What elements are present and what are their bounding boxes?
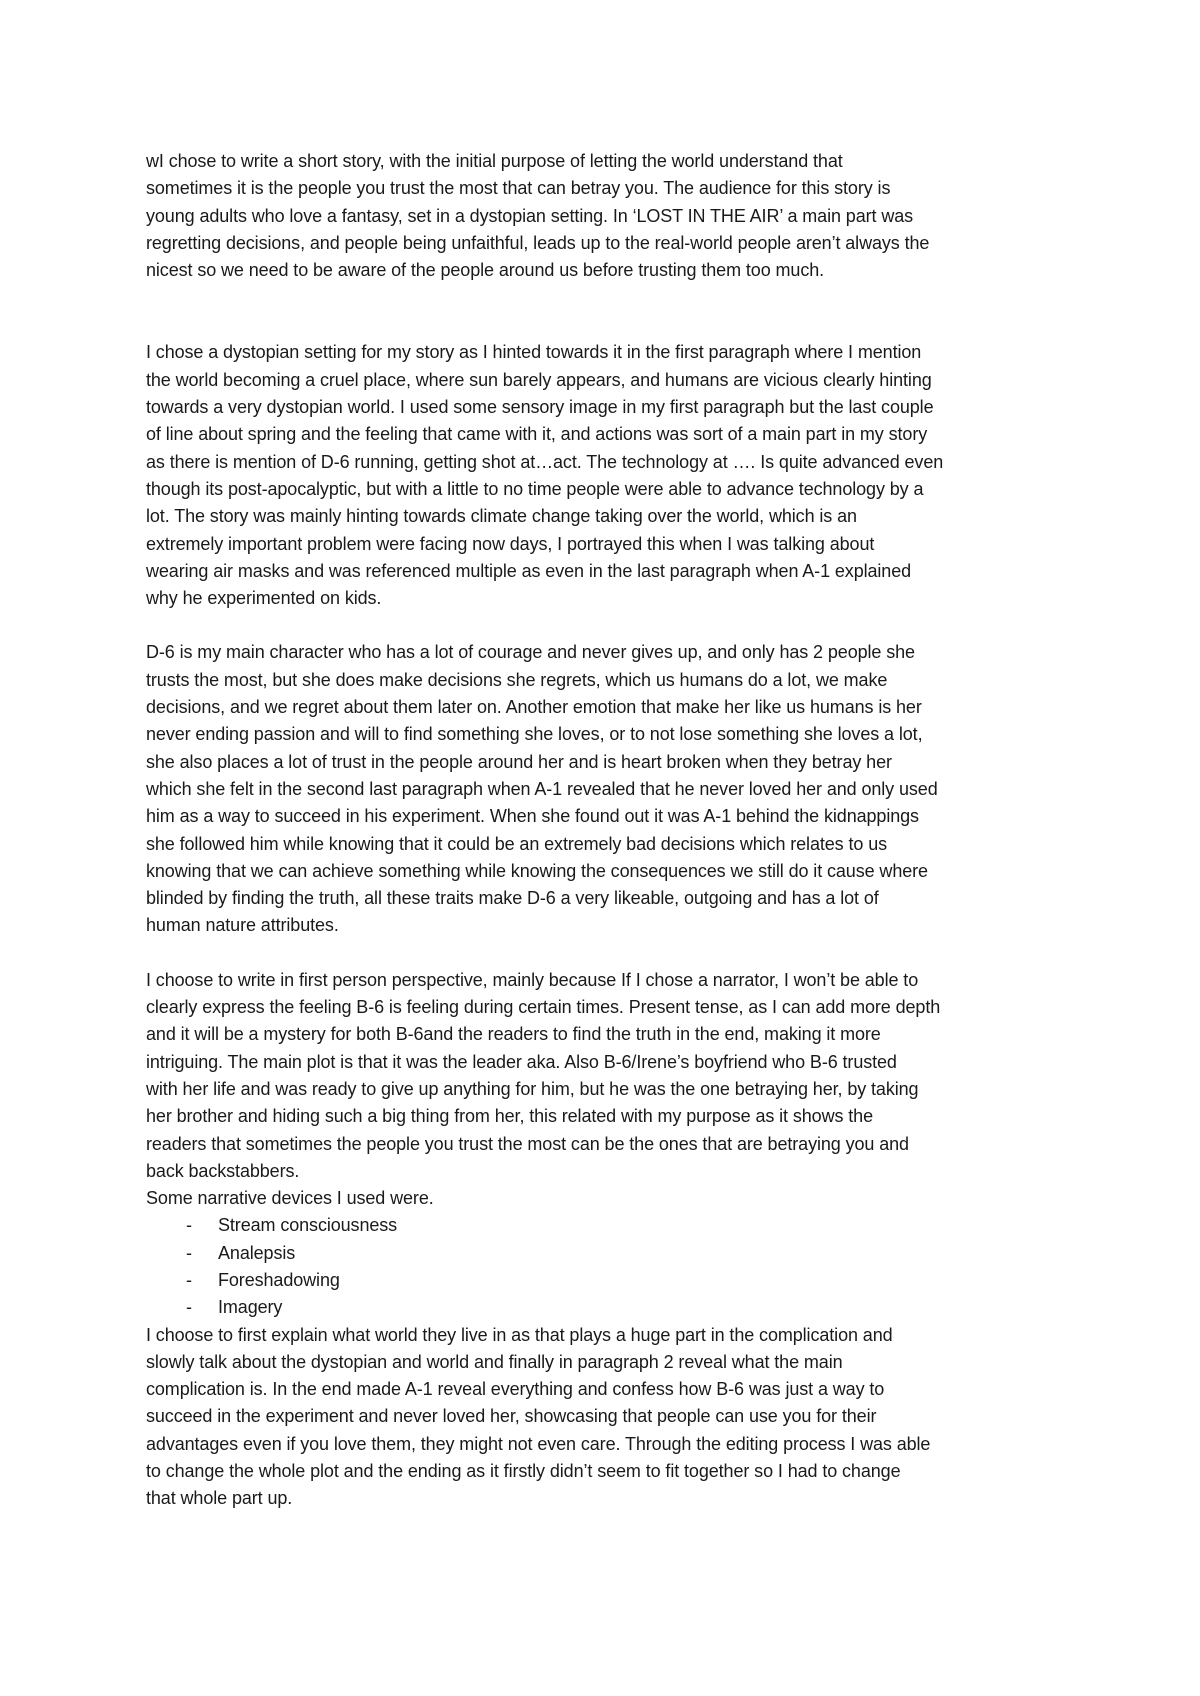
paragraph-spacer [146, 284, 1066, 339]
bullet-dash: - [186, 1242, 192, 1263]
bullet-dash: - [186, 1297, 192, 1318]
document-page [146, 148, 1066, 1513]
list-item-label: Analepsis [218, 1242, 296, 1263]
list-item [146, 1240, 1066, 1267]
list-item-label: Foreshadowing [218, 1269, 340, 1290]
paragraph-purpose: wI chose to write a short story, with the initial purpose of letting the world understand that sometimes it is the people you trust the most that can betray you. The audience for this story is young adults who love a fantasy, set in a dystopian setting. In ‘LOST IN THE AIR’ a main part was regretting decisions, and people being unfaithful, leads up to the real-world people aren’t always the nicest so we need to be aware of the people around us before trusting them too much. [146, 151, 930, 281]
bullet-dash: - [186, 1215, 192, 1236]
list-item-label: Imagery [218, 1297, 283, 1318]
paragraph-spacer [146, 612, 1066, 639]
narrative-devices-list [146, 1212, 1066, 1321]
paragraph-perspective: I choose to write in first person perspective, mainly because If I chose a narrator, I won’t be able to clearly express the feeling B-6 is feeling during certain times. Present tense, as I can add more depth and it will be a mystery for both B-6and the readers to find the truth in the end, making it more intriguing. The main plot is that it was the leader aka. Also B-6/Irene’s boyfriend who B-6 trusted with her life and was ready to give up anything for him, but he was the one betraying her, by taking her brother and hiding such a big thing from her, this related with my purpose as it shows the readers that sometimes the people you trust the most can be the ones that are betraying you and back backstabbers. [146, 969, 941, 1181]
list-item-label: Stream consciousness [218, 1215, 398, 1236]
list-item [146, 1267, 1066, 1294]
list-item [146, 1294, 1066, 1321]
paragraph-character: D-6 is my main character who has a lot of courage and never gives up, and only has 2 people she trusts the most, but she does make decisions she regrets, which us humans do a lot, we make decisions, and we regret about them later on. Another emotion that make her like us humans is her never ending passion and will to find something she loves, or to not lose something she loves a lot, she also places a lot of trust in the people around her and is heart broken when they betray her which she felt in the second last paragraph when A-1 revealed that he never loved her and only used him as a way to succeed in his experiment. When she found out it was A-1 behind the kidnappings she followed him while knowing that it could be an extremely bad decisions which relates to us knowing that we can achieve something while knowing the consequences we still do it cause where blinded by finding the truth, all these traits make D-6 a very likeable, outgoing and has a lot of human nature attributes. [146, 642, 938, 936]
list-item [146, 1212, 1066, 1239]
devices-intro: Some narrative devices I used were. [146, 1188, 434, 1209]
paragraph-setting: I chose a dystopian setting for my story as I hinted towards it in the first paragraph where I mention the world becoming a cruel place, where sun barely appears, and humans are vicious clearly hinting towards a very dystopian world. I used some sensory image in my first paragraph but the last couple of line about spring and the feeling that came with it, and actions was sort of a main part in my story as there is mention of D-6 running, getting shot at…act. The technology at …. Is quite advanced even though its post-apocalyptic, but with a little to no time people were able to advance technology by a lot. The story was mainly hinting towards climate change taking over the world, which is an extremely important problem were facing now days, I portrayed this when I was talking about wearing air masks and was referenced multiple as even in the last paragraph when A-1 explained why he experimented on kids. [146, 342, 944, 609]
paragraph-structure: I choose to first explain what world they live in as that plays a huge part in the complication and slowly talk about the dystopian and world and finally in paragraph 2 reveal what the main complication is. In the end made A-1 reveal everything and confess how B-6 was just a way to succeed in the experiment and never loved her, showcasing that people can use you for their advantages even if you love them, they might not even care. Through the editing process I was able to change the whole plot and the ending as it firstly didn’t seem to fit together so I had to change that whole part up. [146, 1324, 931, 1509]
paragraph-spacer [146, 940, 1066, 967]
bullet-dash: - [186, 1269, 192, 1290]
